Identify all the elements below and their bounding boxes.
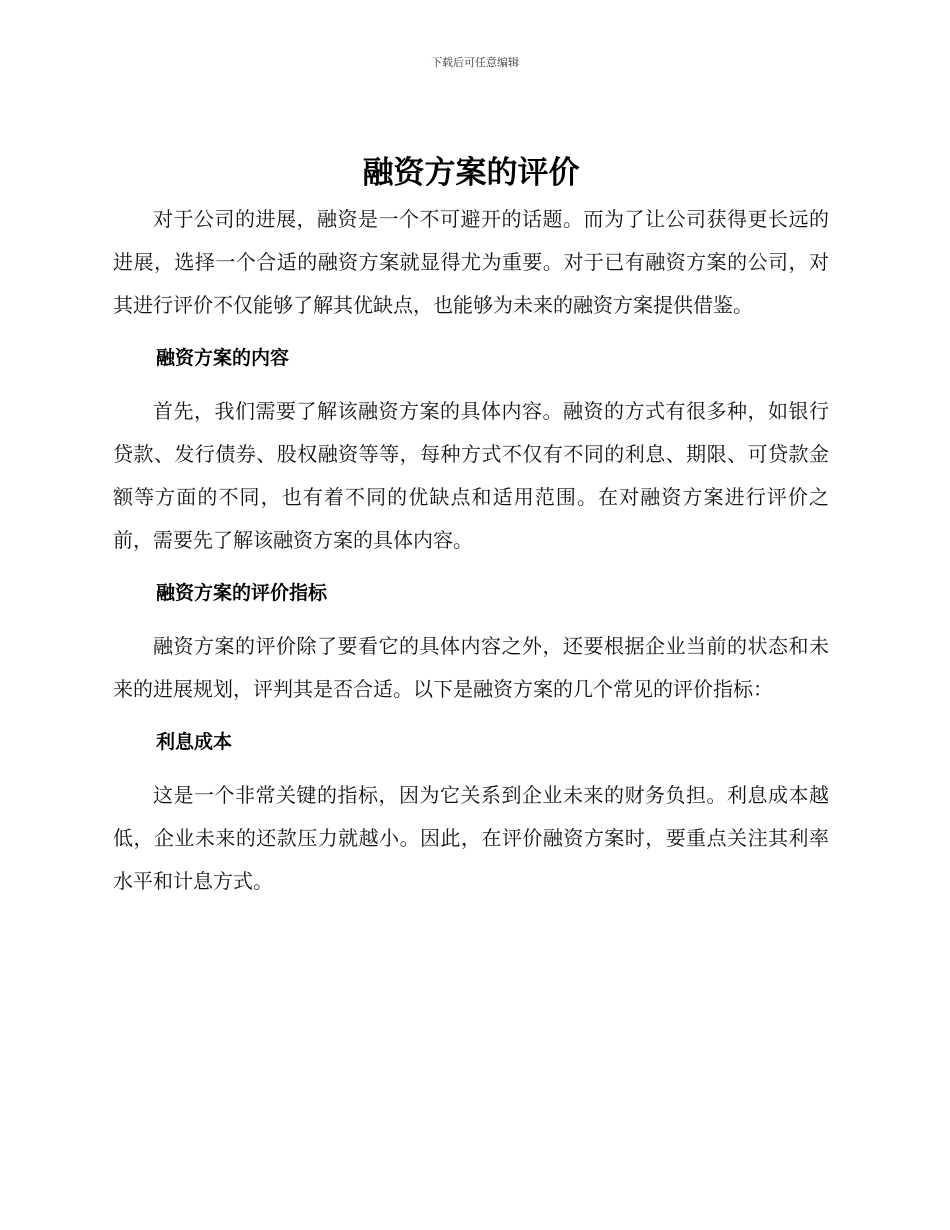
intro-paragraph: 对于公司的进展，融资是一个不可避开的话题。而为了让公司获得更长远的进展，选择一个合适的融资方案就显得尤为重要。对于已有融资方案的公司，对其进行评价不仅能够了解其优缺点，也能够为未来的融资方案提供借鉴。	[113, 207, 829, 317]
interest-cost-paragraph: 这是一个非常关键的指标，因为它关系到企业未来的财务负担。利息成本越低，企业未来的还款压力就越小。因此，在评价融资方案时，要重点关注其利率水平和计息方式。	[113, 783, 829, 893]
content-paragraph: 首先，我们需要了解该融资方案的具体内容。融资的方式有很多种，如银行贷款、发行债券、股权融资等等，每种方式不仅有不同的利息、期限、可贷款金额等方面的不同，也有着不同的优缺点和适用范围。在对融资方案进行评价之前，需要先了解该融资方案的具体内容。	[113, 399, 829, 552]
indicators-paragraph: 融资方案的评价除了要看它的具体内容之外，还要根据企业当前的状态和未来的进展规划，评判其是否合适。以下是融资方案的几个常见的评价指标：	[113, 634, 829, 701]
document-body	[113, 148, 829, 903]
section-heading-content: 融资方案的内容	[156, 347, 290, 369]
section-heading-interest-cost: 利息成本	[156, 731, 233, 753]
page-header-note: 下载后可任意编辑	[431, 56, 519, 69]
document-title: 融资方案的评价	[362, 155, 580, 191]
section-heading-indicators: 融资方案的评价指标	[156, 582, 328, 604]
